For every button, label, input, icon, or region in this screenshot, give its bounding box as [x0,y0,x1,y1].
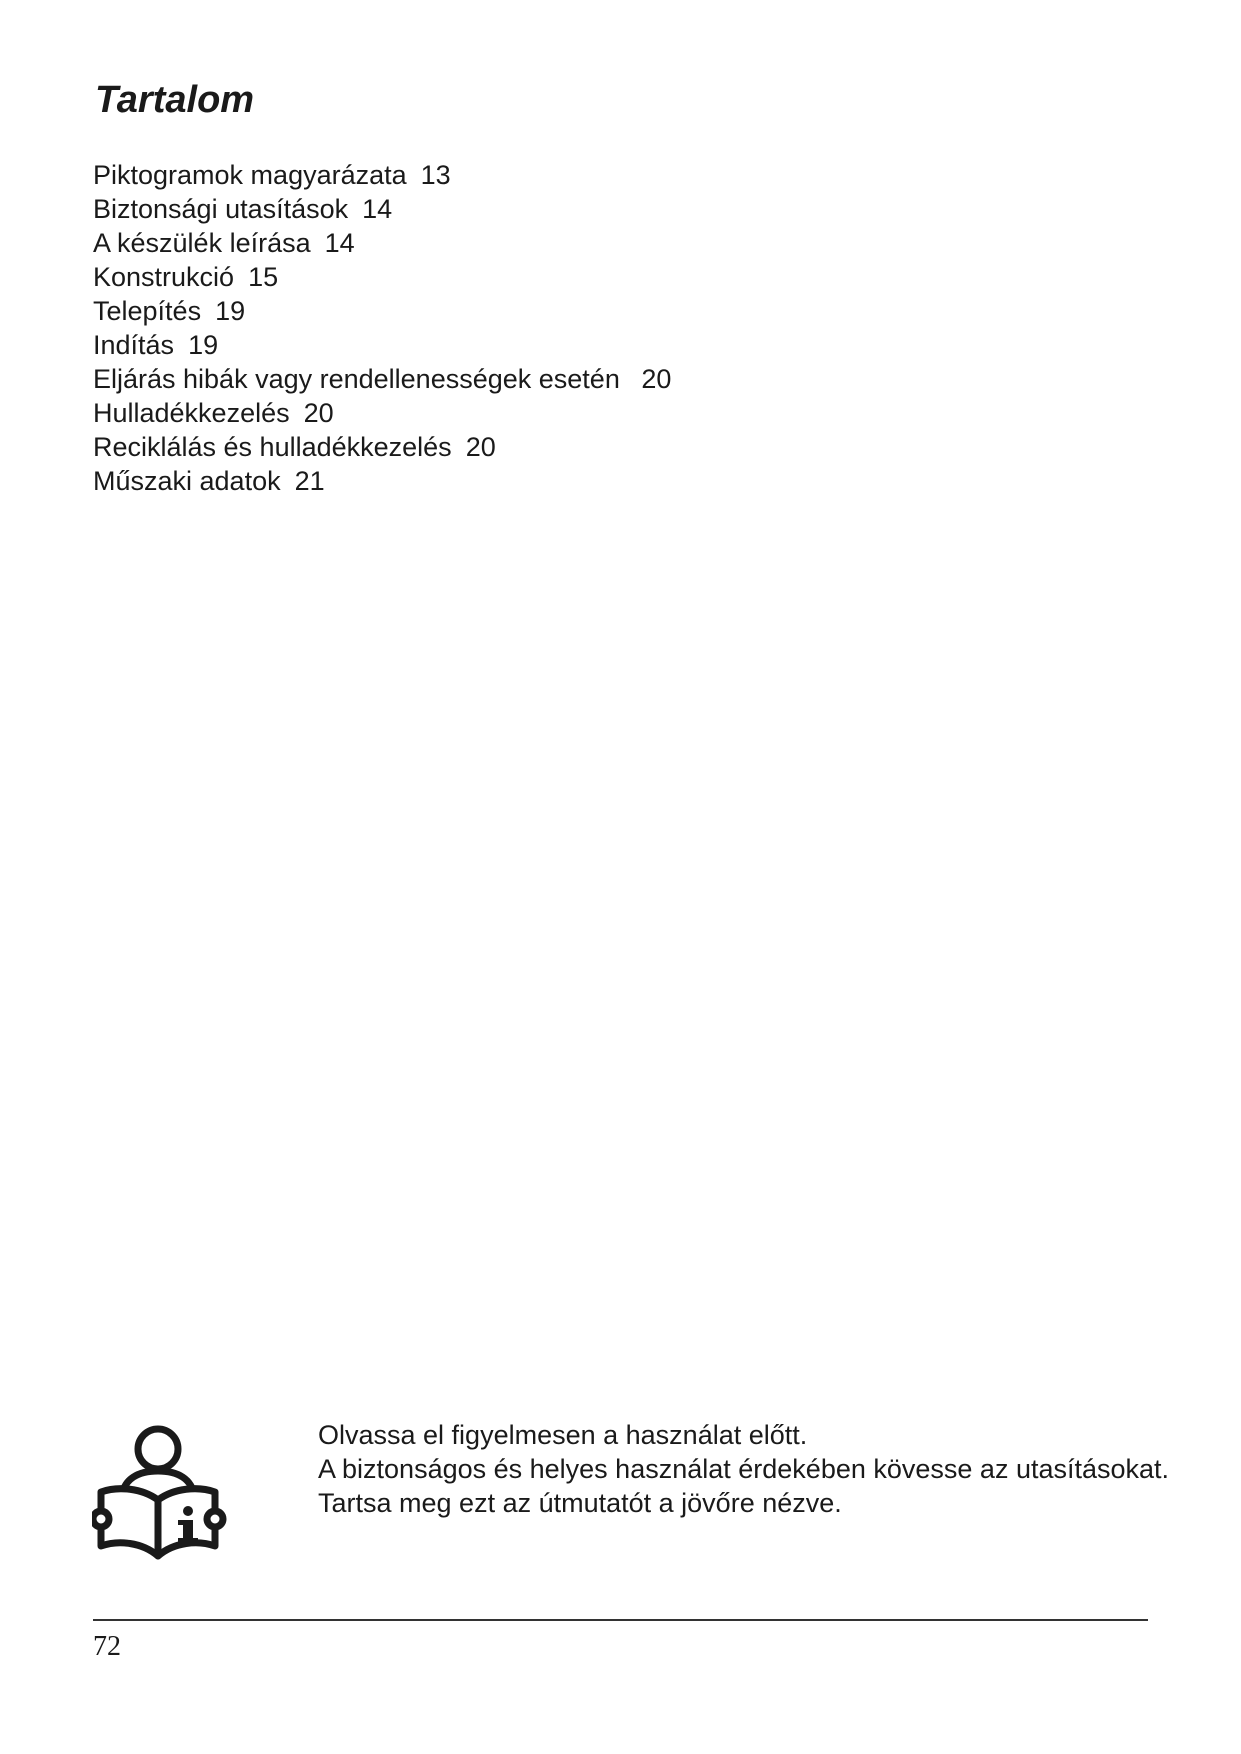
toc-item [93,362,671,396]
table-of-contents [93,158,671,498]
toc-item [93,464,671,498]
toc-item-label: Eljárás hibák vagy rendellenességek esetén [93,364,628,394]
toc-item [93,396,671,430]
notice-line: A biztonságos és helyes használat érdekében kövesse az utasításokat. [318,1454,1170,1484]
toc-item-page: 14 [324,228,355,258]
notice-line: Olvassa el figyelmesen a használat előtt. [318,1420,808,1450]
toc-item-page: 19 [188,330,219,360]
toc-item-label: Indítás [93,330,175,360]
toc-item-label: A készülék leírása [93,228,311,258]
toc-item-page: 15 [248,262,279,292]
toc-item-page: 14 [362,194,393,224]
page-number: 72 [93,1631,121,1662]
toc-item-page: 20 [303,398,334,428]
toc-item-page: 21 [294,466,325,496]
toc-item-label: Konstrukció [93,262,235,292]
toc-item-page: 13 [420,160,451,190]
toc-item [93,226,671,260]
toc-item-label: Piktogramok magyarázata [93,160,407,190]
footer-divider [93,1619,1148,1621]
read-manual-icon [92,1424,232,1562]
toc-item-label: Hulladékkezelés [93,398,290,428]
toc-item [93,158,671,192]
toc-item-label: Reciklálás és hulladékkezelés [93,432,452,462]
toc-item [93,260,671,294]
toc-item [93,328,671,362]
toc-item-label: Telepítés [93,296,202,326]
toc-item-page: 20 [465,432,496,462]
toc-item-label: Biztonsági utasítások [93,194,349,224]
toc-item-page: 20 [641,364,672,394]
toc-item [93,294,671,328]
toc-item-label: Műszaki adatok [93,466,281,496]
notice-line: Tartsa meg ezt az útmutatót a jövőre nézve. [318,1488,842,1518]
page-title: Tartalom [95,79,255,121]
toc-item-page: 19 [215,296,246,326]
usage-notice [318,1418,1198,1520]
toc-item [93,430,671,464]
toc-item [93,192,671,226]
